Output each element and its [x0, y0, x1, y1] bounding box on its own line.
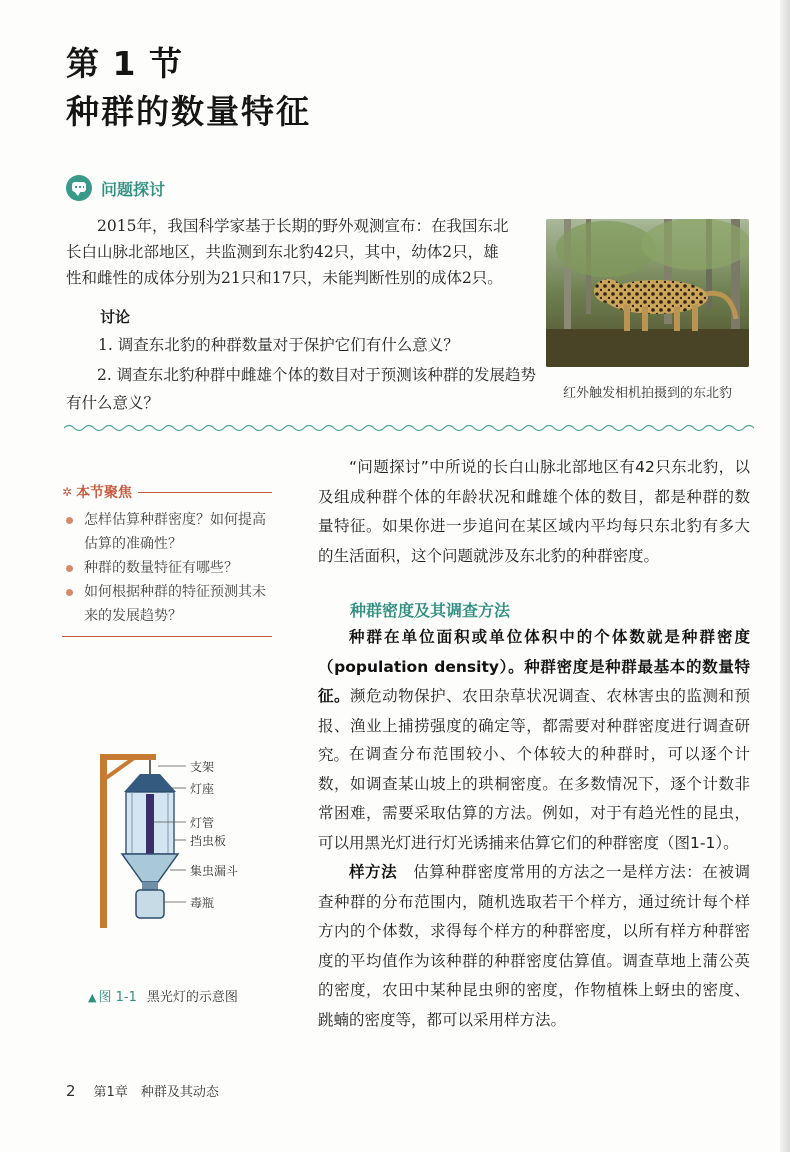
photo-caption: 红外触发相机拍摄到的东北豹: [562, 386, 732, 401]
discussion-question-1-text: 1. 调查东北豹的种群数量对于保护它们有什么意义？: [98, 336, 459, 354]
leopard-photo: [546, 219, 749, 367]
poison-bottle: [136, 890, 164, 918]
figure-caption-text: 黑光灯的示意图: [146, 990, 238, 1005]
trap-brace: [106, 758, 134, 778]
bullet-icon: [66, 565, 73, 572]
question-line-2: 长白山脉北部地区，共监测到东北豹42只，其中，幼体2只，雄: [66, 243, 499, 261]
trap-label-tube: 灯管: [190, 816, 215, 830]
subsection-heading: 种群密度及其调查方法: [350, 601, 511, 620]
page-number: 2: [66, 1082, 76, 1100]
triangle-icon: ▲: [88, 991, 97, 1004]
question-line-3: 性和雌性的成体分别为21只和17只，未能判断性别的成体2只。: [66, 269, 503, 287]
section-focus-heading: [62, 482, 272, 502]
focus-list: [62, 508, 272, 628]
trap-label-lamp-holder: 灯座: [190, 782, 215, 796]
focus-item: [62, 580, 272, 628]
density-rest: 濒危动物保护、农田杂草状况调查、农林害虫的监测和预报、渔业上捕捞强度的确定等，都需要对种群密度进行调查研究。: [318, 687, 750, 764]
sun-icon: ✲: [62, 485, 73, 499]
counting-text: 在调查分布范围较小、个体较大的种群时，可以逐个计数，如调查某山坡上的珙桐密度。在多数情况下，逐个计数非常困难，需要采取估算的方法。例如，对于有趋光性的昆虫，可以用黑光灯进行灯光诱捕来估算它们的种群密度（图1-1）。: [318, 745, 750, 852]
trap-label-bottle: 毒瓶: [190, 896, 215, 910]
focus-item: [62, 556, 272, 580]
discussion-question-2: 2. 调查东北豹种群中雌雄个体的数目对于预测该种群的发展趋势有什么意义？: [66, 366, 536, 412]
trap-pole: [100, 754, 107, 928]
section-focus-box: [62, 482, 272, 637]
figure-caption: [88, 986, 238, 1005]
chapter-title: 第1章 种群及其动态: [93, 1085, 219, 1100]
page-edge-shadow: [780, 0, 790, 1152]
question-box-heading: [66, 175, 165, 201]
focus-bottom-rule: [62, 636, 272, 637]
section-focus-title: 本节聚焦: [76, 485, 133, 501]
section-title: 种群的数量特征: [66, 92, 311, 131]
discussion-label: 讨论: [100, 308, 131, 326]
intro-paragraph: [318, 453, 750, 571]
question-paragraph: [66, 213, 536, 291]
question-box-title: 问题探讨: [101, 179, 166, 199]
bullet-icon: [66, 589, 73, 596]
density-definition: 种群在单位面积或单位体积中的个体数就是种群密度（population density）。种群密度是种群最基本的数量特征。: [318, 628, 750, 705]
focus-item: [62, 508, 272, 556]
question-line-1: 2015年，我国科学家基于长期的野外观测宣布：在我国东北: [97, 217, 509, 235]
bullet-icon: [66, 517, 73, 524]
trap-tube: [146, 794, 154, 856]
trap-funnel: [122, 854, 178, 882]
focus-item-text: 种群的数量特征有哪些？: [84, 560, 238, 576]
sample-method-body: 估算种群密度常用的方法之一是样方法：在被调查种群的分布范围内，随机选取若干个样方，通过统计每个样方内的个体数，求得每个样方的种群密度，以所有样方种群密度的平均值作为该种群的种群密度估算值。调查草地上蒲公英的密度，农田中某种昆虫卵的密度，作物植株上蚜虫的密度、跳蝻的密度等，都可以采用样方法。: [318, 863, 750, 1029]
trap-label-funnel: 集虫漏斗: [190, 864, 239, 878]
intro-text: “问题探讨”中所说的长白山脉北部地区有42只东北豹，以及组成种群个体的年龄状况和雌雄个体的数目，都是种群的数量特征。如果你进一步追问在某区域内平均每只东北豹有多大的生活面积，这个问题就涉及东北豹的种群密度。: [318, 458, 750, 565]
trap-arm: [100, 754, 156, 760]
focus-item-text: 怎样估算种群密度？如何提高估算的准确性？: [84, 512, 266, 552]
black-light-trap-diagram: [92, 748, 272, 928]
sample-method-term: 样方法: [349, 863, 398, 881]
focus-rule: [138, 492, 272, 493]
trap-cap: [124, 774, 176, 792]
speech-bubble-icon: [66, 175, 92, 201]
wavy-divider: [64, 423, 754, 433]
figure-number: 图 1-1: [98, 990, 137, 1005]
sample-method-paragraph: [318, 858, 750, 1035]
page-footer: [66, 1081, 219, 1100]
trap-label-stand: 支架: [190, 760, 215, 774]
focus-item-text: 如何根据种群的特征预测其未来的发展趋势？: [84, 584, 266, 624]
counting-paragraph: [318, 740, 750, 858]
leopard-photo-image: [546, 219, 749, 367]
discussion-question-1: [66, 332, 536, 358]
bottle-neck: [142, 882, 158, 890]
sample-method-text: [318, 858, 750, 1035]
section-number: 第 1 节: [66, 44, 183, 83]
trap-label-baffle: 挡虫板: [190, 834, 227, 848]
